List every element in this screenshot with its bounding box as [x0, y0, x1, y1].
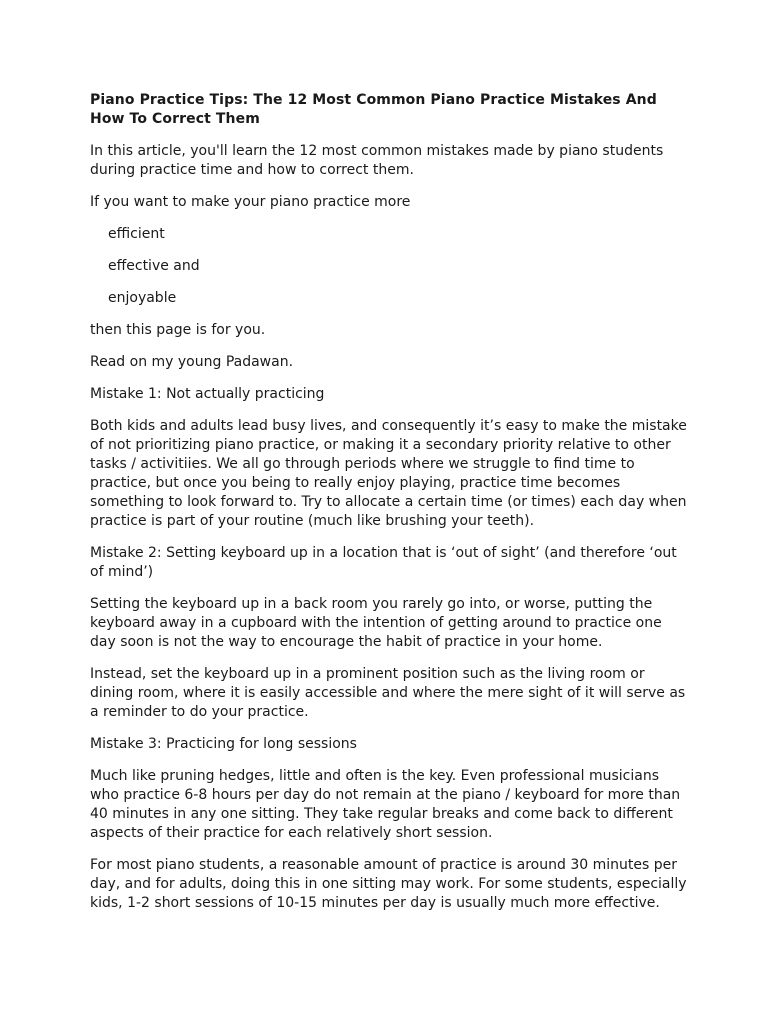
list-item: enjoyable — [108, 290, 177, 306]
mistake-3-body-2: For most piano students, a reasonable amount of practice is around 30 minutes per day, and for adults, doing this in one sitting may work. For some students, especially kids, 1-2 short sessions of 10-15 minutes per day is usually much more effective. — [90, 857, 687, 911]
padawan-paragraph: Read on my young Padawan. — [90, 354, 294, 370]
list-item: efficient — [108, 226, 165, 242]
intro-paragraph: In this article, you'll learn the 12 most common mistakes made by piano students during practice time and how to correct them. — [90, 143, 664, 178]
lead-in-paragraph: If you want to make your piano practice more — [90, 194, 411, 210]
mistake-3-heading: Mistake 3: Practicing for long sessions — [90, 736, 357, 752]
after-list-paragraph: then this page is for you. — [90, 322, 266, 338]
mistake-2-body-2: Instead, set the keyboard up in a prominent position such as the living room or dining room, where it is easily accessible and where the mere sight of it will serve as a reminder to do your practice. — [90, 666, 686, 720]
adjective-list — [90, 225, 688, 308]
mistake-1-heading: Mistake 1: Not actually practicing — [90, 386, 325, 402]
mistake-1-body: Both kids and adults lead busy lives, and consequently it’s easy to make the mistake of not prioritizing piano practice, or making it a secondary priority relative to other tasks / activitiies. We all go through periods where we struggle to find time to practice, but once you being to really enjoy playing, practice time becomes something to look forward to. Try to allocate a certain time (or times) each day when practice is part of your routine (much like brushing your teeth). — [90, 418, 687, 529]
document-title: Piano Practice Tips: The 12 Most Common Piano Practice Mistakes And How To Correct Them — [90, 92, 657, 127]
mistake-3-body-1: Much like pruning hedges, little and often is the key. Even professional musicians who practice 6-8 hours per day do not remain at the piano / keyboard for more than 40 minutes in any one sitting. They take regular breaks and come back to different aspects of their practice for each relatively short session. — [90, 768, 681, 841]
list-item: effective and — [108, 258, 200, 274]
mistake-2-heading: Mistake 2: Setting keyboard up in a location that is ‘out of sight’ (and therefore ‘out of mind’) — [90, 545, 677, 580]
document-body — [90, 91, 688, 926]
mistake-2-body-1: Setting the keyboard up in a back room you rarely go into, or worse, putting the keyboard away in a cupboard with the intention of getting around to practice one day soon is not the way to encourage the habit of practice in your home. — [90, 596, 662, 650]
